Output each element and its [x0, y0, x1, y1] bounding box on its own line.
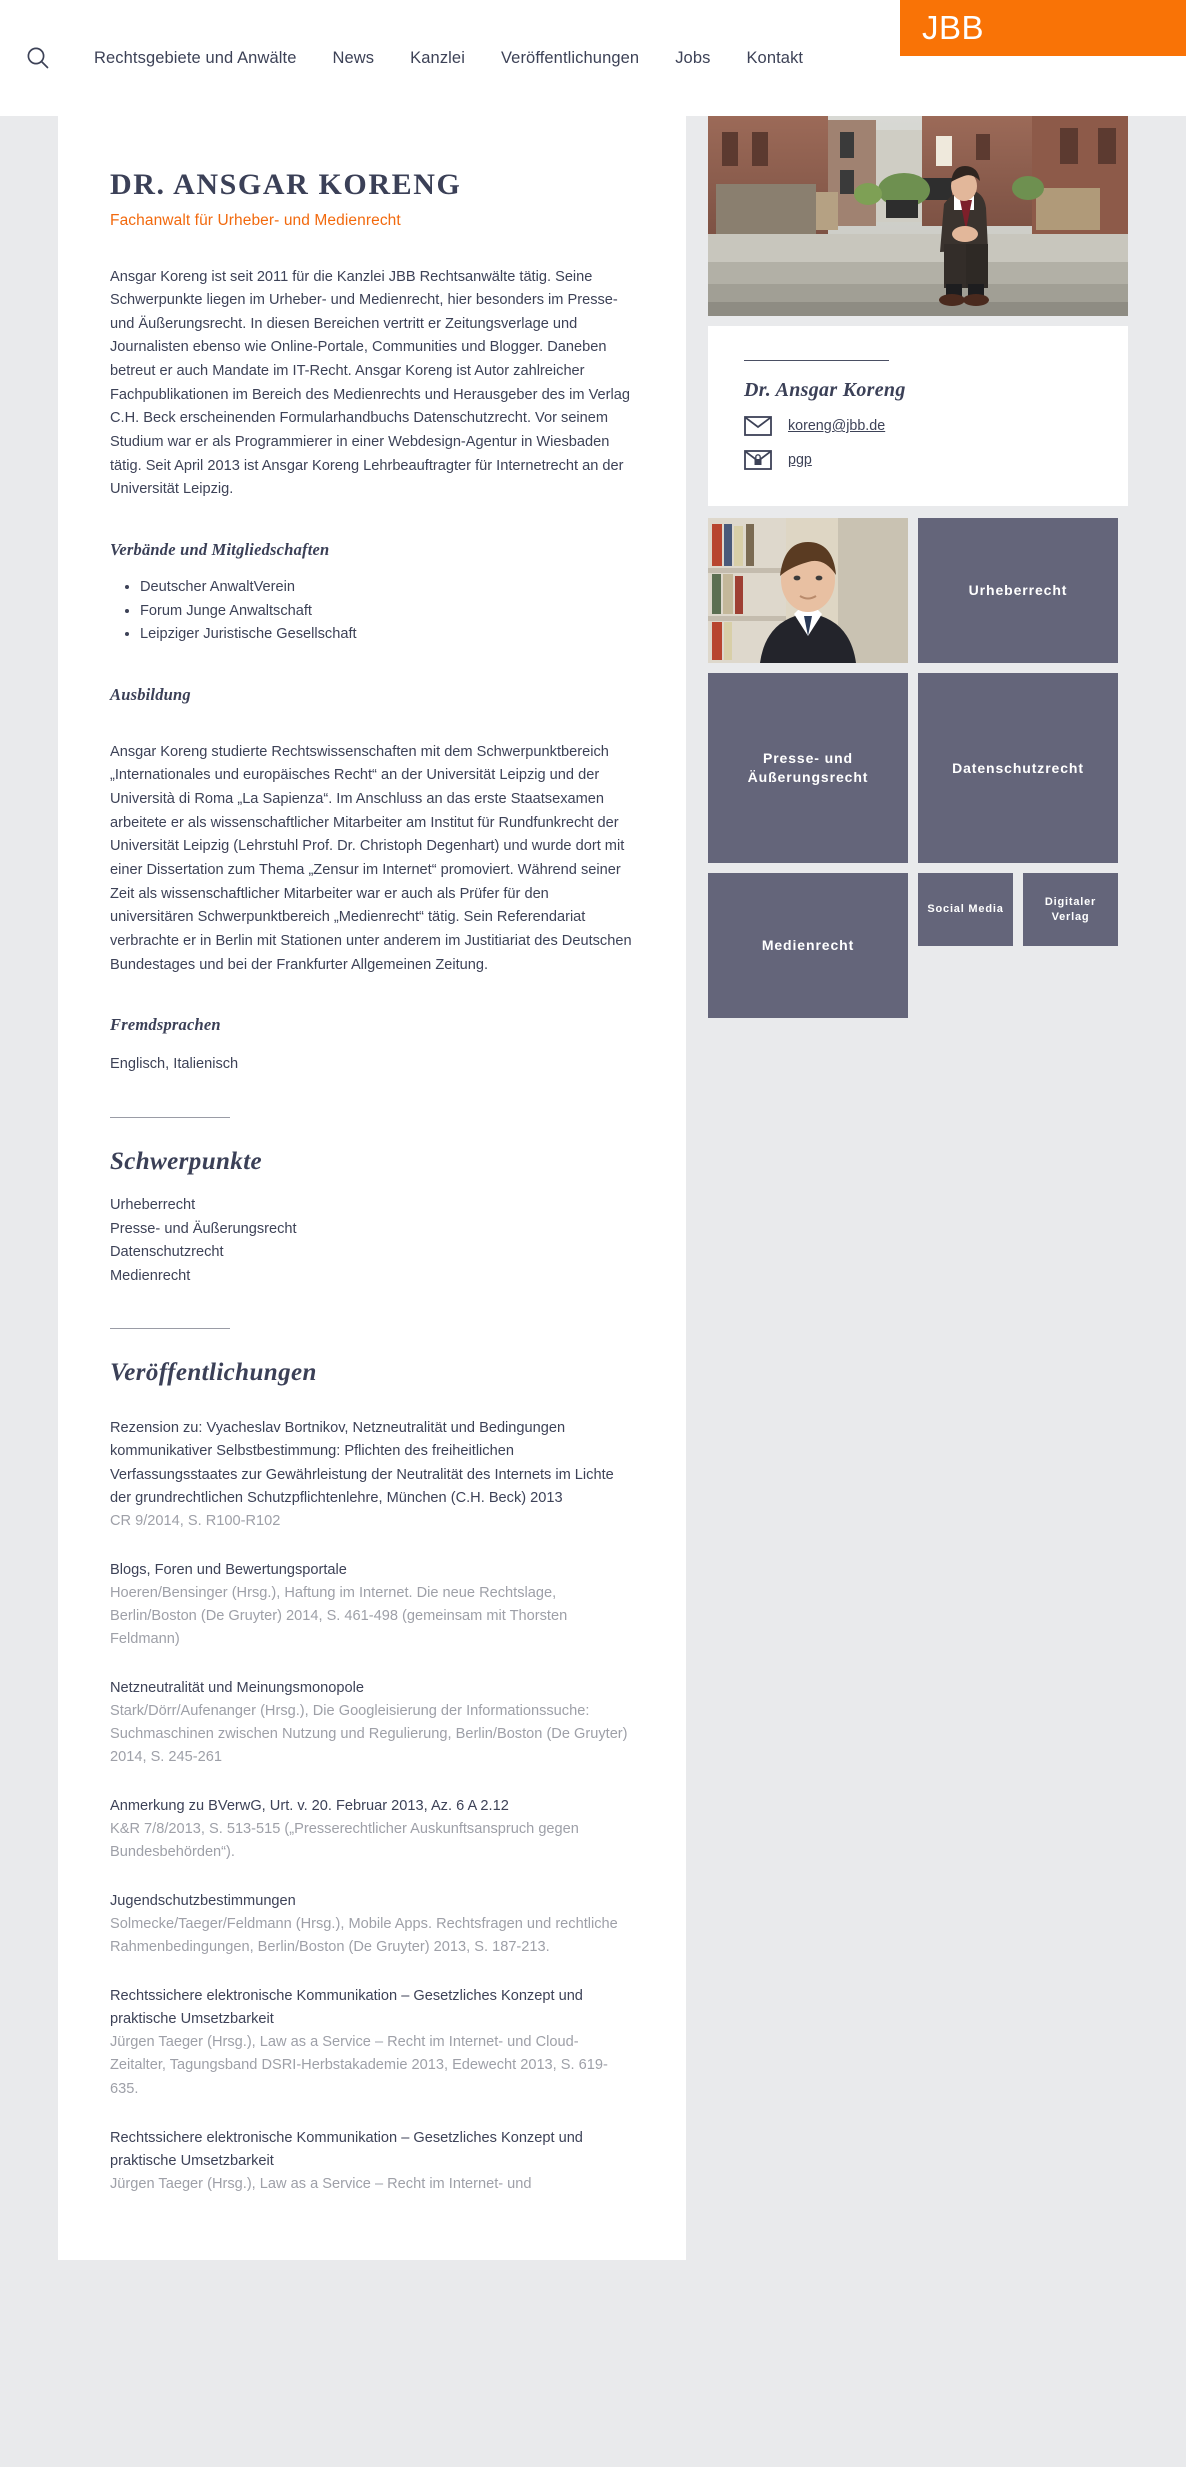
list-item: [110, 1559, 634, 1651]
jbb-logo[interactable]: [900, 0, 1186, 56]
publication-title: Blogs, Foren und Bewertungsportale: [110, 1561, 347, 1578]
content-wrapper: [0, 116, 1186, 2260]
publications-list: [110, 1417, 634, 2195]
top-header: [0, 0, 1186, 116]
page-title: DR. ANSGAR KORENG: [110, 168, 462, 201]
publication-citation: Solmecke/Taeger/Feldmann (Hrsg.), Mobile Apps. Rechtsfragen und rechtliche Rahmenbedingungen, Berlin/Boston (De Gruyter) 2013, S. 187-213.: [110, 1916, 618, 1956]
portrait-photo-tile[interactable]: [708, 518, 908, 663]
divider: [110, 1117, 230, 1118]
page-body: [0, 116, 1186, 2260]
nav-item-kontakt[interactable]: Kontakt: [746, 48, 804, 67]
list-item: [110, 1795, 634, 1864]
publication-citation: K&R 7/8/2013, S. 513-515 („Presserechtlicher Auskunftsanspruch gegen Bundesbehörden“).: [110, 1821, 579, 1861]
envelope-lock-icon: [744, 450, 772, 470]
tile-datenschutzrecht[interactable]: [918, 673, 1118, 863]
list-item: [110, 1985, 634, 2100]
sidebar: [708, 116, 1128, 1018]
contact-card: [708, 326, 1128, 506]
focus-item: Urheberrecht: [110, 1196, 196, 1213]
list-item: • Deutscher AnwaltVerein: [140, 576, 634, 600]
publication-citation: Jürgen Taeger (Hrsg.), Law as a Service – Recht im Internet- und Cloud-Zeitalter, Tagungsband DSRI-Herbstakademie 2013, Edewecht 2013, S. 619-635.: [110, 2034, 608, 2097]
list-item: [110, 2127, 634, 2196]
tile-label: Social Media: [927, 903, 1004, 916]
tile-label: Urheberrecht: [968, 582, 1068, 599]
divider: [110, 1328, 230, 1329]
publication-title: Rechtssichere elektronische Kommunikation – Gesetzliches Konzept und praktische Umsetzbarkeit: [110, 1988, 583, 2028]
tile-label: Datenschutzrecht: [952, 759, 1084, 776]
list-item: • Forum Junge Anwaltschaft: [140, 600, 634, 624]
publication-citation: Jürgen Taeger (Hrsg.), Law as a Service – Recht im Internet- und: [110, 2175, 532, 2192]
tile-medienrecht[interactable]: [708, 873, 908, 1018]
tile-label: Medienrecht: [761, 937, 855, 954]
envelope-icon: [744, 416, 772, 436]
languages-heading: Fremdsprachen: [110, 1015, 221, 1035]
education-heading: Ausbildung: [110, 684, 191, 704]
nav-item-kanzlei[interactable]: Kanzlei: [410, 48, 465, 67]
tile-label: Presse- und Äußerungsrecht: [747, 750, 869, 785]
nav-item-rechtsgebiete[interactable]: Rechtsgebiete und Anwälte: [94, 48, 297, 67]
pgp-link[interactable]: pgp: [788, 452, 812, 468]
search-icon: [25, 45, 51, 71]
tile-grid: [708, 518, 1128, 1018]
intro-paragraph: Ansgar Koreng ist seit 2011 für die Kanzlei JBB Rechtsanwälte tätig. Seine Schwerpunkte liegen im Urheber- und Medienrecht, hier besonders im Presse- und Äußerungsrecht. In diesen Bereichen vertritt er Zeitungsverlage und Journalisten ebenso wie Online-Portale, Communities und Blogger. Daneben betreut er auch Mandate im IT-Recht. Ansgar Koreng ist Autor zahlreicher Fachpublikationen im Bereich des Medienrechts und Herausgeber des im Verlag C.H. Beck erscheinenden Formularhandbuchs Datenschutzrecht. Vor seinem Studium war er als Programmierer in einer Webdesign-Agentur in Wiesbaden tätig. Seit April 2013 ist Ansgar Koreng Lehrbeauftragter für Internetrecht an der Universität Leipzig.: [110, 268, 630, 498]
page-subtitle: Fachanwalt für Urheber- und Medienrecht: [110, 211, 401, 229]
nav-item-jobs[interactable]: Jobs: [675, 48, 711, 67]
publication-citation: Stark/Dörr/Aufenanger (Hrsg.), Die Googleisierung der Informationssuche: Suchmaschinen zwischen Nutzung und Regulierung, Berlin/Boston (De Gruyter) 2014, S. 245-261: [110, 1702, 628, 1765]
memberships-heading: Verbände und Mitgliedschaften: [110, 539, 330, 559]
divider: [744, 360, 889, 361]
focus-item: Presse- und Äußerungsrecht: [110, 1220, 297, 1237]
nav-item-news[interactable]: News: [332, 48, 375, 67]
publication-title: Jugendschutzbestimmungen: [110, 1893, 296, 1910]
education-paragraph: Ansgar Koreng studierte Rechtswissenschaften mit dem Schwerpunktbereich „Internationales und europäisches Recht“ an der Universität Leipzig und der Università di Roma „La Sapienza“. Im Anschluss an das erste Staatsexamen arbeitete er als wissenschaftlicher Mitarbeiter am Institut für Rundfunkrecht der Universität Leipzig (Lehrstuhl Prof. Dr. Christoph Degenhart) und wurde dort mit einer Dissertation zum Thema „Zensur im Internet“ promoviert. Während seiner Zeit als wissenschaftlicher Mitarbeiter war er auch als Prüfer für den universitären Schwerpunktbereich „Medienrecht“ tätig. Sein Referendariat verbrachte er in Berlin mit Stationen unter anderem im Justitiariat des Deutschen Bundestages und bei der Frankfurter Allgemeinen Zeitung.: [110, 743, 632, 973]
publications-heading: Veröffentlichungen: [110, 1359, 317, 1387]
focus-heading: Schwerpunkte: [110, 1147, 263, 1175]
list-item: [110, 1890, 634, 1959]
publication-title: Rezension zu: Vyacheslav Bortnikov, Netzneutralität und Bedingungen kommunikativer Selbstbestimmung: Pflichten des freiheitlichen Verfassungsstaates zur Gewährleistung der Neutralität des Internets im Lichte der grundrechtlichen Schutzpflichtenlehre, München (C.H. Beck) 2013: [110, 1420, 614, 1506]
publication-title: Rechtssichere elektronische Kommunikation – Gesetzliches Konzept und praktische Umsetzbarkeit: [110, 2129, 583, 2169]
list-item: [110, 1677, 634, 1769]
tile-digitaler-verlag[interactable]: [1023, 873, 1118, 946]
memberships-list: [110, 576, 634, 647]
list-item: [110, 1417, 634, 1532]
contact-email-row[interactable]: [744, 416, 1092, 436]
contact-name: Dr. Ansgar Koreng: [744, 379, 906, 401]
email-link[interactable]: koreng@jbb.de: [788, 418, 886, 434]
publication-title: Anmerkung zu BVerwG, Urt. v. 20. Februar 2013, Az. 6 A 2.12: [110, 1798, 509, 1815]
main-nav: [76, 43, 821, 74]
focus-list: [110, 1194, 634, 1289]
list-item: • Leipziger Juristische Gesellschaft: [140, 623, 634, 647]
search-button[interactable]: [14, 34, 62, 82]
small-tiles-row: [918, 873, 1118, 1018]
nav-item-veroeffentlichungen[interactable]: Veröffentlichungen: [500, 48, 640, 67]
tile-label: Digitaler Verlag: [1044, 895, 1097, 923]
hero-photo: [708, 116, 1128, 316]
publication-citation: Hoeren/Bensinger (Hrsg.), Haftung im Internet. Die neue Rechtslage, Berlin/Boston (De Gruyter) 2014, S. 461-498 (gemeinsam mit Thorsten Feldmann): [110, 1584, 568, 1647]
main-content-card: [58, 116, 686, 2260]
logo-text: JBB: [922, 9, 985, 46]
languages-text: Englisch, Italienisch: [110, 1056, 239, 1073]
focus-item: Medienrecht: [110, 1267, 191, 1284]
tile-presse-aeusserungsrecht[interactable]: [708, 673, 908, 863]
publication-citation: CR 9/2014, S. R100-R102: [110, 1512, 281, 1529]
tile-social-media[interactable]: [918, 873, 1013, 946]
tile-urheberrecht[interactable]: [918, 518, 1118, 663]
publication-title: Netzneutralität und Meinungsmonopole: [110, 1679, 364, 1696]
contact-pgp-row[interactable]: [744, 450, 1092, 470]
focus-item: Datenschutzrecht: [110, 1244, 224, 1261]
